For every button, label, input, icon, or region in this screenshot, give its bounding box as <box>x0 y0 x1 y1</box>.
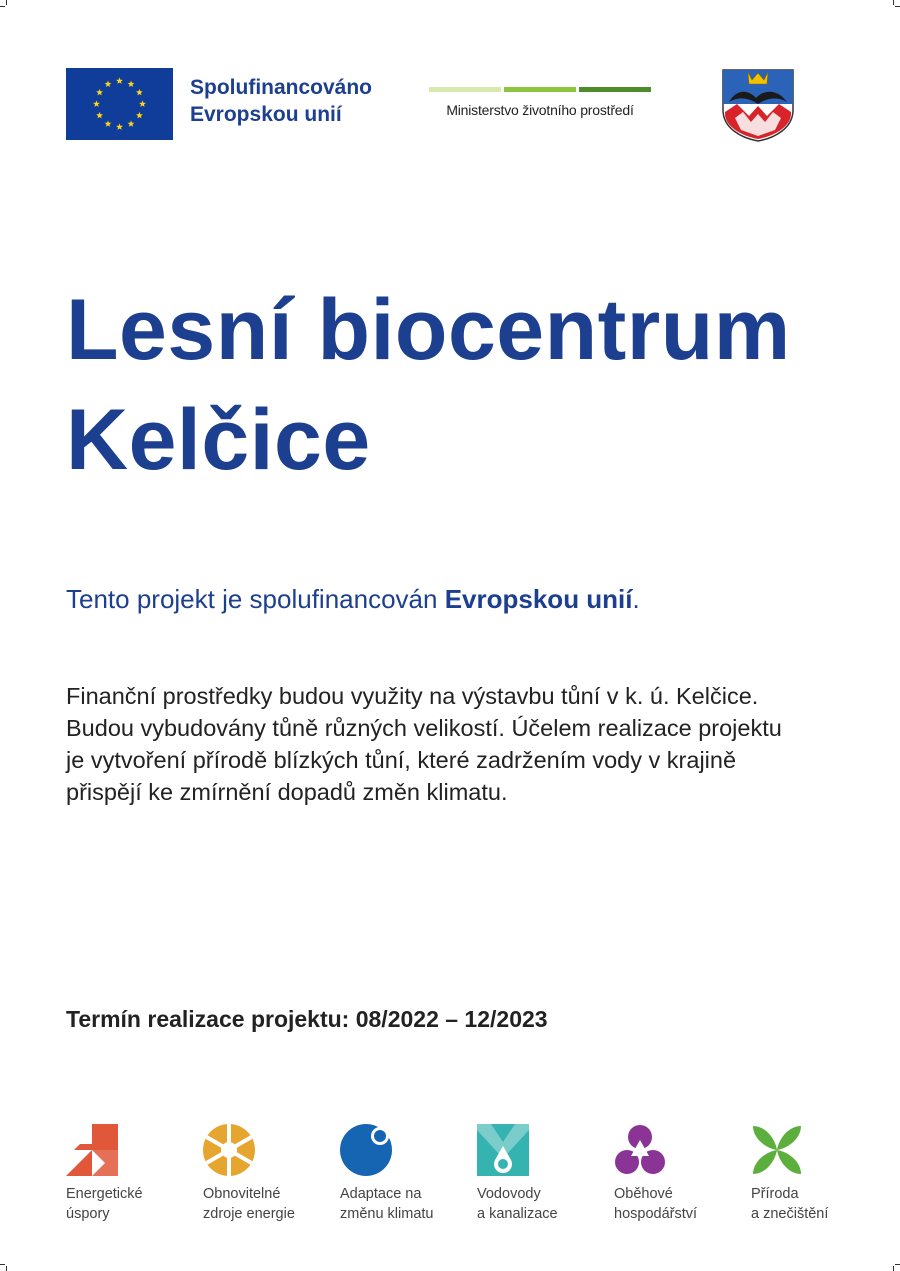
eu-star <box>128 80 135 87</box>
theme-label-line-1: Energetické <box>66 1186 143 1202</box>
title-line-2: Kelčice <box>66 392 371 488</box>
renewable-energy-icon <box>203 1124 255 1176</box>
logo-header <box>66 68 840 148</box>
eu-flag-icon <box>66 68 173 140</box>
eu-cofinanced-label <box>190 74 372 128</box>
theme-label-line-2: hospodářství <box>614 1206 698 1222</box>
theme-label-line-2: a znečištění <box>751 1206 829 1222</box>
theme-energy-savings <box>66 1124 196 1224</box>
subtitle-prefix: Tento projekt je spolufinancován <box>66 584 445 614</box>
theme-label-line-2: a kanalizace <box>477 1206 558 1222</box>
project-term: Termín realizace projektu: 08/2022 – 12/2023 <box>66 1006 548 1032</box>
crop-mark <box>895 6 900 7</box>
theme-label-line-1: Adaptace na <box>340 1186 422 1202</box>
crop-mark <box>0 6 5 7</box>
ministry-logo <box>429 87 651 118</box>
circular-economy-icon <box>614 1124 666 1176</box>
eu-star <box>116 123 123 130</box>
theme-renewable-energy <box>203 1124 333 1224</box>
eu-star <box>116 77 123 84</box>
crop-mark <box>893 1266 894 1271</box>
theme-label-line-1: Vodovody <box>477 1186 541 1202</box>
eu-star <box>105 80 112 87</box>
theme-label-line-2: změnu klimatu <box>340 1206 434 1222</box>
eu-star <box>105 120 112 127</box>
theme-circular-economy <box>614 1124 744 1224</box>
theme-label-line-2: úspory <box>66 1206 110 1222</box>
crop-mark <box>893 0 894 5</box>
eu-line-1: Spolufinancováno <box>190 76 373 99</box>
eu-star <box>96 89 103 96</box>
eu-line-2: Evropskou unií <box>190 103 342 126</box>
theme-label-line-1: Oběhové <box>614 1186 673 1202</box>
ministry-color-bars <box>429 87 651 92</box>
theme-water-sewer <box>477 1124 607 1224</box>
ministry-name: Ministerstvo životního prostředí <box>446 102 634 118</box>
theme-label <box>477 1184 607 1224</box>
cofinanced-statement <box>66 584 640 615</box>
water-sewer-icon <box>477 1124 529 1176</box>
eu-star <box>96 112 103 119</box>
subtitle-bold: Evropskou unií <box>444 584 633 614</box>
climate-adaptation-icon <box>340 1124 392 1176</box>
nature-pollution-icon <box>751 1124 803 1176</box>
project-description: Finanční prostředky budou využity na výstavbu tůní v k. ú. Kelčice. Budou vybudovány tůně různých velikostí. Účelem realizace projektu je vytvoření přírodě blízkých tůní, které zadržením vody v krajině přispějí ke zmírnění dopadů změn klimatu. <box>66 683 782 805</box>
eu-star <box>128 120 135 127</box>
theme-label <box>614 1184 744 1224</box>
theme-label <box>203 1184 333 1224</box>
eu-star <box>136 89 143 96</box>
subtitle-suffix: . <box>632 584 640 614</box>
coat-of-arms-icon <box>721 68 795 142</box>
theme-nature-pollution <box>751 1124 881 1224</box>
theme-icons <box>66 1124 866 1224</box>
eu-star <box>136 112 143 119</box>
theme-label-line-1: Obnovitelné <box>203 1186 281 1202</box>
crop-mark <box>6 1266 7 1271</box>
page-title <box>66 275 791 495</box>
crop-mark <box>895 1264 900 1265</box>
theme-label <box>66 1184 196 1224</box>
title-line-1: Lesní biocentrum <box>66 282 791 378</box>
energy-savings-icon <box>66 1124 118 1176</box>
eu-star <box>139 100 146 107</box>
theme-label <box>751 1184 881 1224</box>
crop-mark <box>6 0 7 5</box>
theme-label-line-2: zdroje energie <box>203 1206 295 1222</box>
theme-climate-adaptation <box>340 1124 470 1224</box>
theme-label <box>340 1184 470 1224</box>
eu-star <box>93 100 100 107</box>
theme-label-line-1: Příroda <box>751 1186 799 1202</box>
crop-mark <box>0 1264 5 1265</box>
